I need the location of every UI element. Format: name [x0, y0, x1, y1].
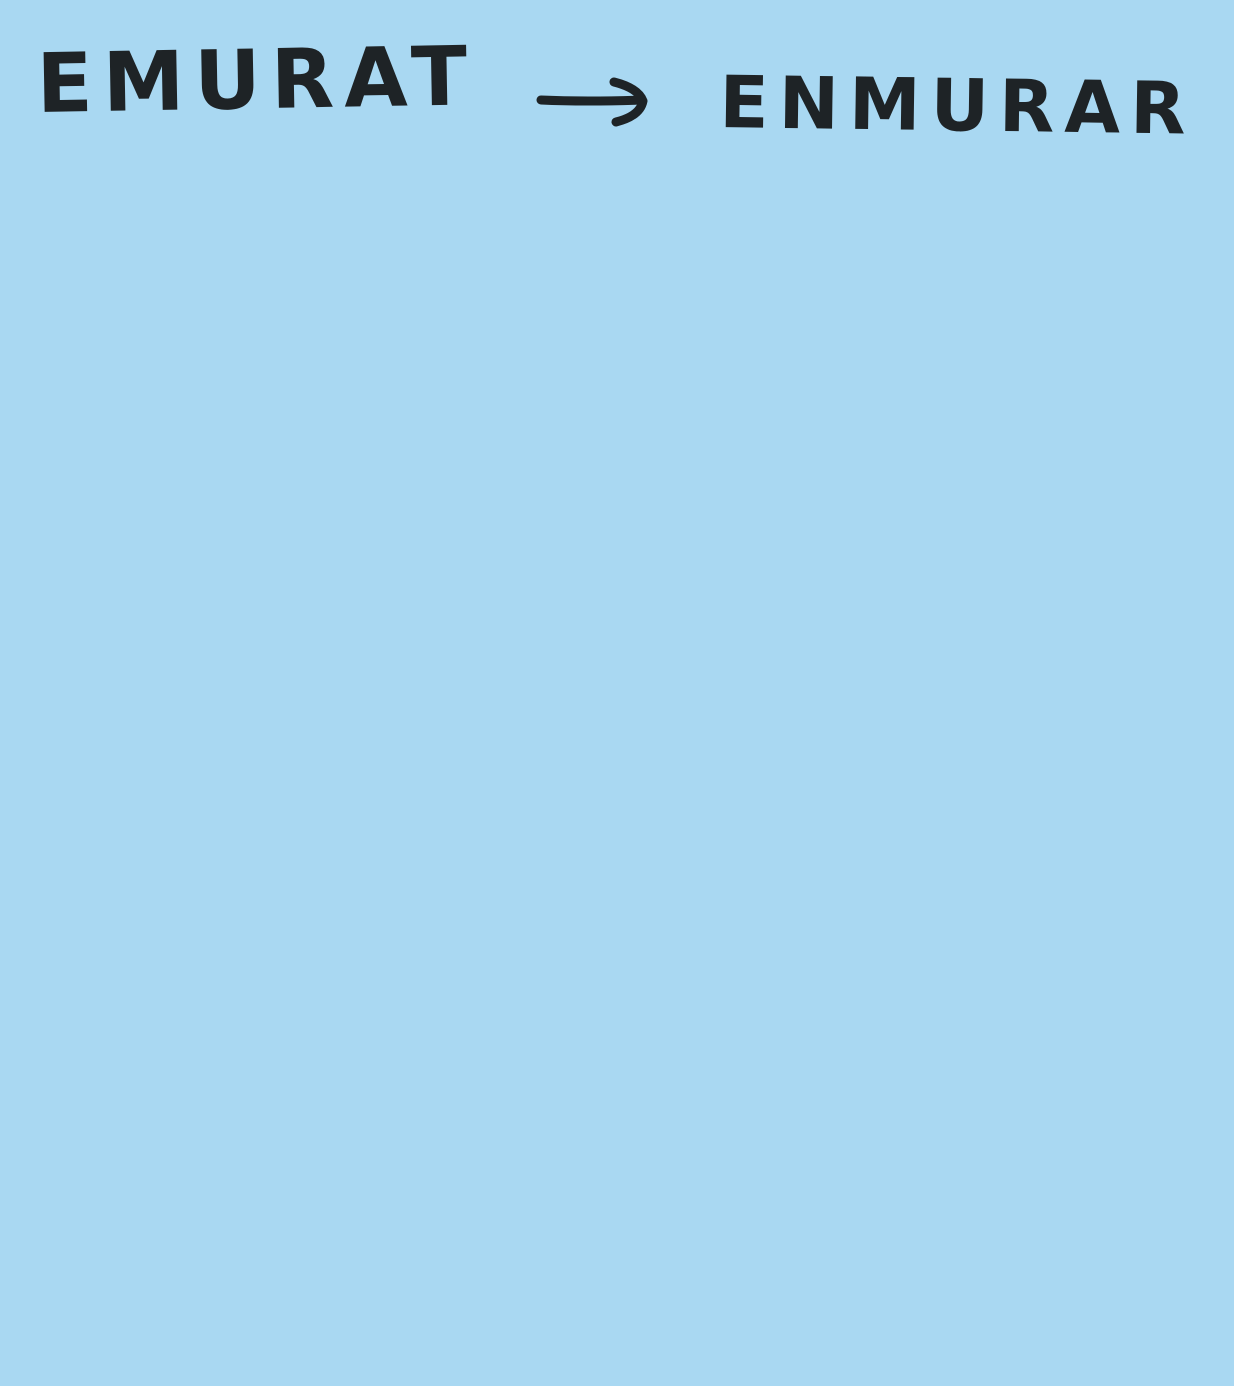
- source-word: EMURAT: [35, 29, 478, 132]
- target-word: ENMURAR: [718, 60, 1197, 151]
- arrow-shaft: [541, 100, 642, 101]
